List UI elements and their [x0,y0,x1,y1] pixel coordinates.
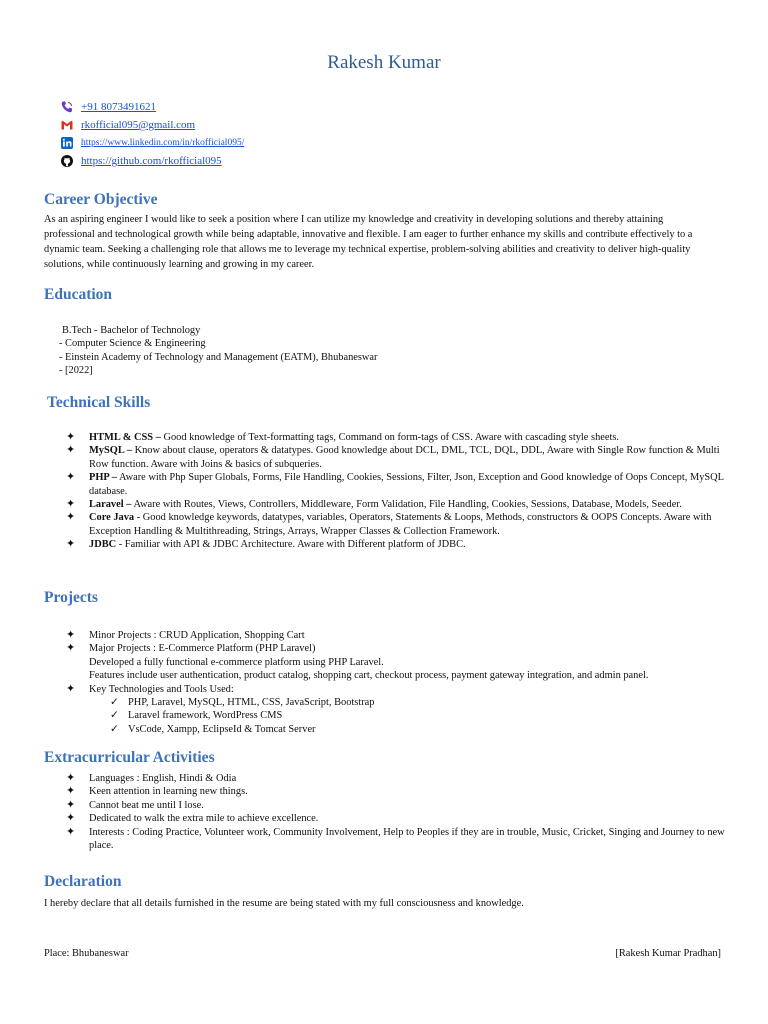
bullet-icon: ✦ [66,785,76,798]
bullet-icon: ✦ [66,798,76,811]
tool-item: ✓ Laravel framework, WordPress CMS [110,710,283,722]
bullet-icon: ✦ [66,642,76,655]
check-icon: ✓ [110,710,119,722]
education-heading: Education [44,286,113,303]
list-item: ✦ JDBC - Familiar with API & JDBC Architecture. Aware with Different platform of JDBC. [66,538,466,551]
career-objective-heading: Career Objective [44,191,158,208]
list-item: ✦ HTML & CSS – Good knowledge of Text-formatting tags, Command on form-tags of CSS. Aware with cascading style sheets. [66,431,620,443]
bullet-icon: ✦ [66,772,76,784]
contact-phone [60,98,244,116]
list-item: ✦ Dedicated to walk the extra mile to achieve excellence. [66,812,319,825]
contact-list [60,98,244,170]
projects-heading: Projects [44,589,98,606]
contact-github [60,152,244,170]
bullet-icon: ✦ [66,682,76,695]
career-objective-text: As an aspiring engineer I would like to seek a position where I can utilize my knowledge and creativity in developing solutions and thereby attaining professional and technological growth while being adaptable, innovative and flexible. I am eager to further enhance my skills and contribute effectively to a dynamic team. Seeking a challenging role that allows me to leverage my technical expertise, problem-solving abilities and creativity to deliver high-quality solutions, while continuously learning and growing in my career. [44,214,693,270]
candidate-name: Rakesh Kumar [327,52,441,73]
declaration-heading: Declaration [44,873,122,890]
extracurricular-list [66,772,726,852]
list-item: ✦ MySQL – Know about clause, operators & datatypes. Good knowledge about DCL, DML, TCL, DQL, DDL, Aware with Single Row function & Multi Row function. Aware with Joins & basics of subqueries. [66,444,720,470]
list-item: ✦ Major Projects : E-Commerce Platform (PHP Laravel) [66,642,316,655]
education-details [59,324,378,378]
branch: - Computer Science & Engineering [59,338,206,350]
check-icon: ✓ [110,723,119,735]
list-item: ✦ Core Java - Good knowledge keywords, datatypes, variables, Operators, Statements & Loops, Methods, constructors & OOPS Concepts. Aware with Exception Handling & Multithreading, Strings, Arrays, Wrapper Classes & Collection Framework. [66,511,712,537]
technical-skills-heading: Technical Skills [47,394,151,411]
tool-item: ✓ VsCode, Xampp, EclipseId & Tomcat Server [110,723,316,735]
bullet-icon: ✦ [66,825,76,838]
list-item: ✦ Interests : Coding Practice, Volunteer work, Community Involvement, Help to Peoples if they are in trouble, Music, Cricket, Singing and Journey to new place. [66,825,725,852]
skills-list [66,431,726,552]
gmail-icon [60,118,74,132]
degree: B.Tech - Bachelor of Technology [62,325,201,336]
linkedin-icon [60,136,74,150]
bullet-icon: ✦ [66,511,76,524]
declaration-text: I hereby declare that all details furnished in the resume are being stated with my full consciousness and knowledge. [44,898,524,909]
projects-list [66,629,726,736]
bullet-icon: ✦ [66,498,76,511]
github-icon [60,154,74,168]
check-icon: ✓ [110,697,119,709]
list-item: ✦ Keen attention in learning new things. [66,785,248,798]
email-link[interactable]: rkofficial095@gmail.com [81,119,196,131]
major-project-description: Developed a fully functional e-commerce platform using PHP Laravel. [89,656,384,668]
phone-link[interactable]: +91 8073491621 [81,101,156,113]
bullet-icon: ✦ [66,629,76,641]
github-link[interactable]: https://github.com/rkofficial095 [81,155,222,167]
list-item: ✦ Laravel – Aware with Routes, Views, Controllers, Middleware, Form Validation, File Handling, Cookies, Sessions, Database, Models, Seeder. [66,498,682,511]
list-item: ✦ Minor Projects : CRUD Application, Shopping Cart [66,629,305,641]
linkedin-link[interactable]: https://www.linkedin.com/in/rkofficial095/ [81,138,245,148]
signature-text: [Rakesh Kumar Pradhan] [615,948,721,959]
tool-item: ✓ PHP, Laravel, MySQL, HTML, CSS, JavaScript, Bootstrap [110,697,375,709]
list-item: ✦ PHP – Aware with Php Super Globals, Forms, File Handling, Cookies, Sessions, Filter, Json, Exception and Good knowledge of Oops Concept, MySQL database. [66,471,724,497]
bullet-icon: ✦ [66,538,76,551]
bullet-icon: ✦ [66,431,76,443]
contact-email [60,116,244,134]
list-item: ✦ Cannot beat me until I lose. [66,798,204,811]
place-text: Place: Bhubaneswar [44,948,129,959]
list-item: ✦ Key Technologies and Tools Used: [66,682,234,695]
bullet-icon: ✦ [66,444,76,457]
college: - Einstein Academy of Technology and Management (EATM), Bhubaneswar [59,351,378,363]
extracurricular-heading: Extracurricular Activities [44,749,215,766]
list-item: ✦ Languages : English, Hindi & Odia [66,772,237,784]
phone-icon [60,100,74,114]
bullet-icon: ✦ [66,471,76,484]
bullet-icon: ✦ [66,812,76,825]
year: - [2022] [59,365,93,377]
contact-linkedin [60,134,244,152]
major-project-features: Features include user authentication, product catalog, shopping cart, checkout process, payment gateway integration, and admin panel. [89,670,649,682]
